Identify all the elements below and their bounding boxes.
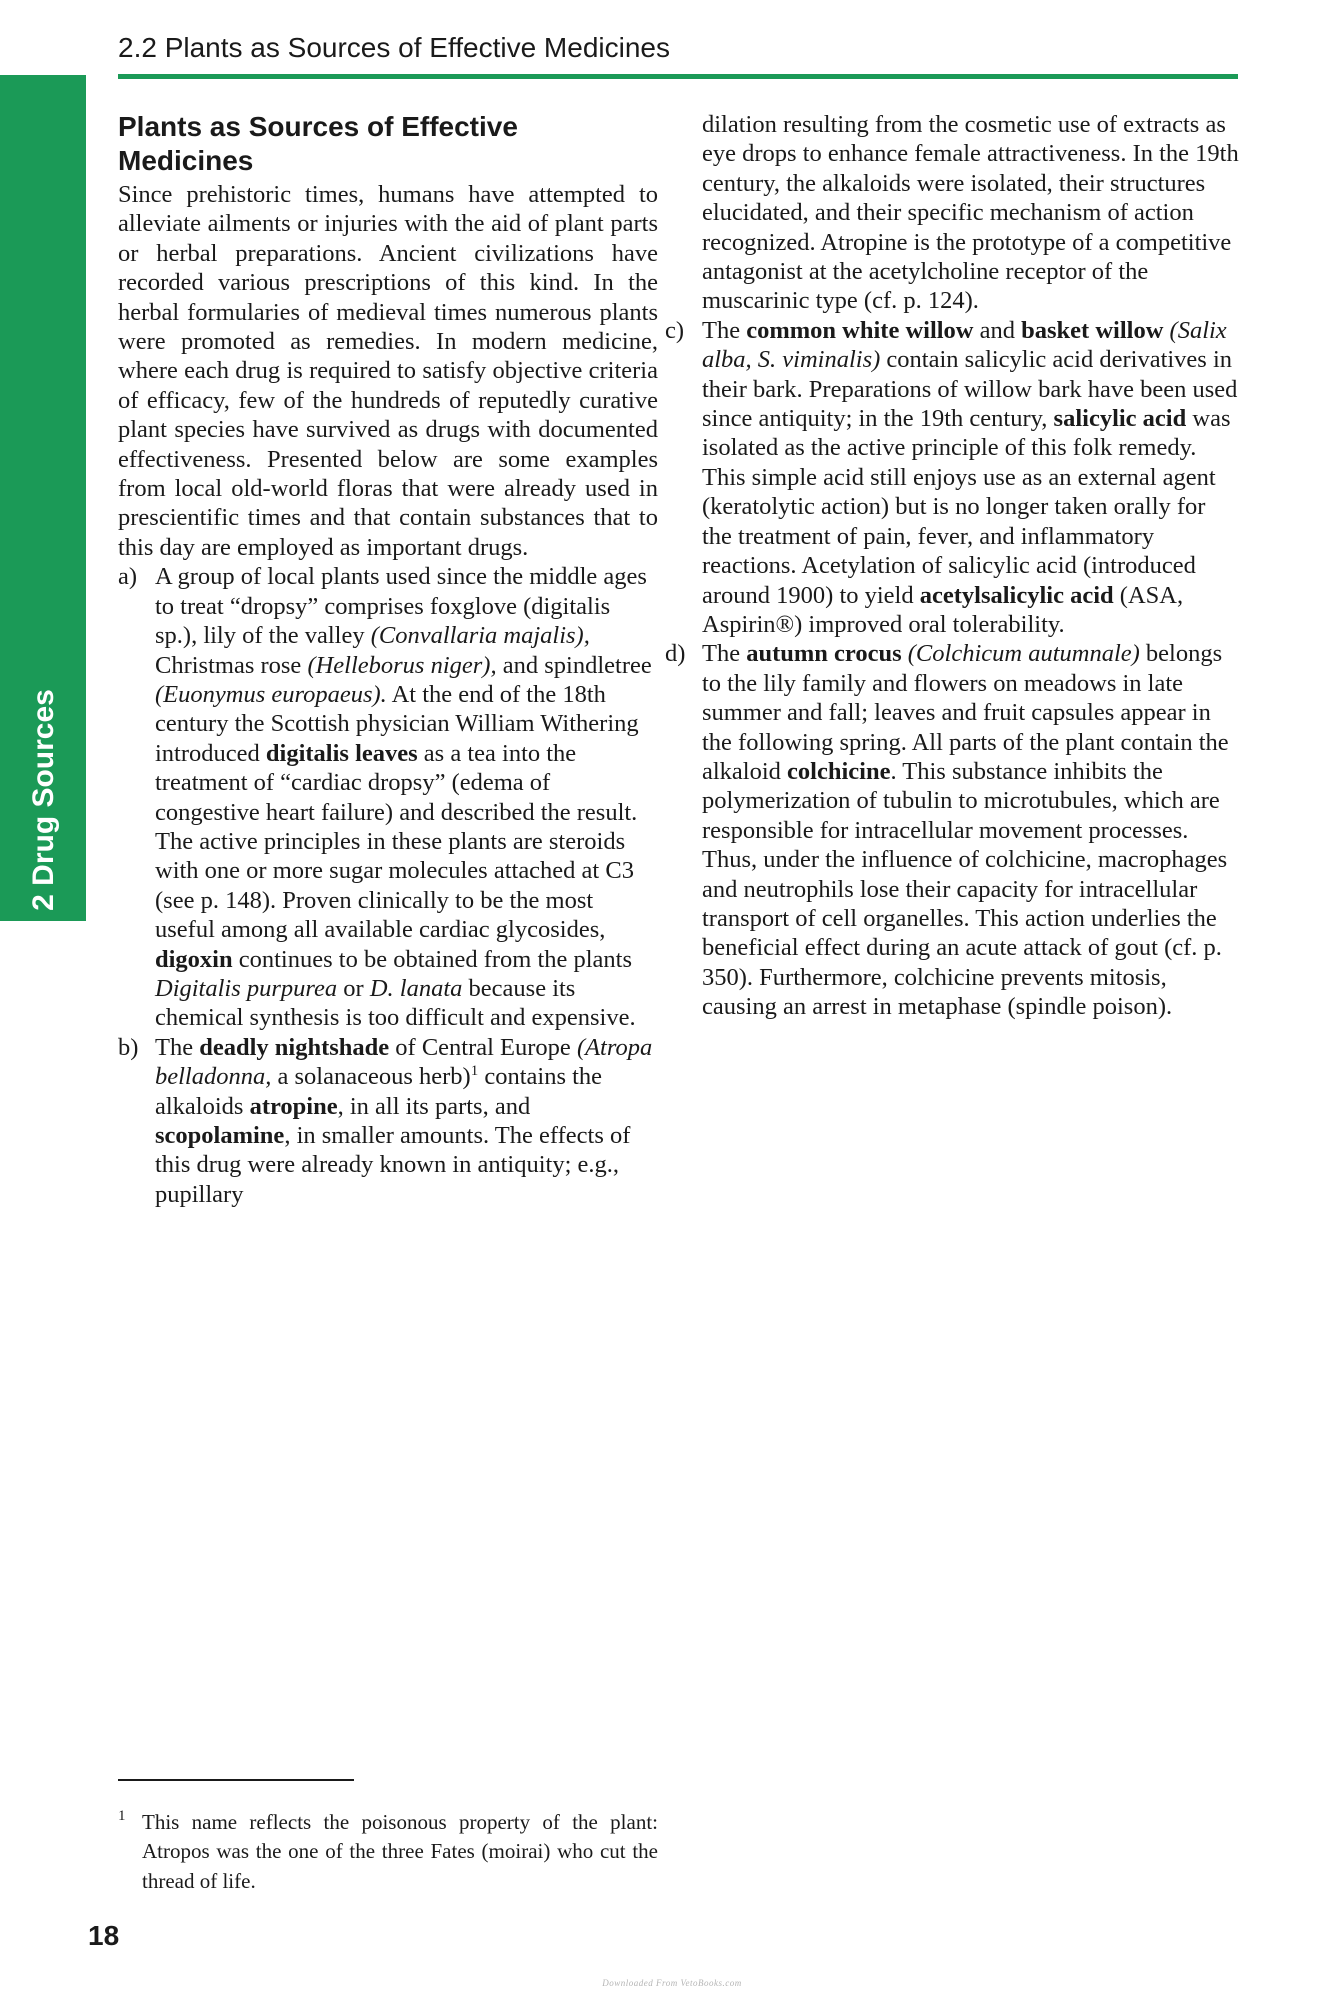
list-marker: b) xyxy=(118,1033,139,1061)
list-item-text: The autumn crocus (Colchicum autumnale) belongs to the lily family and flowers on meadows in late summer and fall; leaves and fruit capsules appear in the following spring. All parts of the plant contain the alkaloid colchicine. This substance inhibits the polymerization of tubulin to microtubules, which are responsible for intracellular movement processes. Thus, under the influence of colchicine, macrophages and neutrophils lose their capacity for intracellular transport of cell organelles. This action underlies the beneficial effect during an acute attack of gout (cf. p. 350). Furthermore, colchicine prevents mitosis, causing an arrest in metaphase (spindle poison). xyxy=(702,640,1229,1021)
footnote-reference: 1 xyxy=(470,1063,479,1080)
footnote xyxy=(118,1808,658,1896)
list-marker: d) xyxy=(665,640,686,668)
page-number: 18 xyxy=(88,1920,120,1951)
list-item-b-continued xyxy=(697,110,1240,316)
chapter-tab-label: 2 Drug Sources xyxy=(27,689,61,911)
intro-paragraph: Since prehistoric times, humans have attempted to alleviate ailments or injuries with the aid of plant parts or herbal preparations. Ancient civilizations have recorded various prescriptions of this kind. In the herbal formularies of medieval times numerous plants were promoted as remedies. In modern medicine, where each drug is required to satisfy objective criteria of efficacy, few of the hundreds of reputedly curative plant species have survived as drugs with documented effectiveness. Presented below are some examples from local old-world floras that were already used in prescientific times and that contain substances that to this day are employed as important drugs. xyxy=(118,181,658,561)
left-column xyxy=(118,110,658,1209)
list-marker-spacer xyxy=(665,110,702,316)
footnote-text: This name reflects the poisonous property of the plant: Atropos was the one of the three Fates (moirai) who cut the thread of life. xyxy=(142,1810,658,1893)
list-item-b xyxy=(118,1033,658,1209)
list-item-text: The deadly nightshade of Central Europe (Atropa belladonna, a solanaceous herb)$^1$ contains the alkaloids atropine, in all its parts, and scopolamine, in smaller amounts. The effects of this drug were already known in antiquity; e.g., pupillary xyxy=(155,1033,653,1208)
list-item-c xyxy=(665,316,1240,639)
right-column xyxy=(665,110,1240,1022)
list-item-a xyxy=(118,562,658,1033)
list-item-d xyxy=(665,639,1240,1021)
header-rule xyxy=(118,74,1238,79)
list-item-text: dilation resulting from the cosmetic use of extracts as eye drops to enhance female attractiveness. In the 19th century, the alkaloids were isolated, their structures elucidated, and their specific mechanism of action recognized. Atropine is the prototype of a competitive antagonist at the acetylcholine receptor of the muscarinic type (cf. p. 124). xyxy=(702,111,1239,315)
section-heading: Plants as Sources of Effective Medicines xyxy=(118,111,518,176)
list-marker: c) xyxy=(665,316,685,344)
download-credit: Downloaded From VetoBooks.com xyxy=(602,1978,742,1988)
list-item-text: A group of local plants used since the middle ages to treat “dropsy” comprises foxglove (digitalis sp.), lily of the valley (Convallaria majalis), Christmas rose (Helleborus niger), and spindletree (Euonymus europaeus). At the end of the 18th century the Scottish physician William Withering introduced digitalis leaves as a tea into the treatment of “cardiac dropsy” (edema of congestive heart failure) and described the result. The active principles in these plants are steroids with one or more sugar molecules attached at C3 (see p. 148). Proven clinically to be the most useful among all available cardiac glycosides, digoxin continues to be obtained from the plants Digitalis purpurea or D. lanata because its chemical synthesis is too difficult and expensive. xyxy=(155,563,652,1032)
list-item-text: The common white willow and basket willow (Salix alba, S. viminalis) contain salicylic acid derivatives in their bark. Preparations of willow bark have been used since antiquity; in the 19th century, salicylic acid was isolated as the active principle of this folk remedy. This simple acid still enjoys use as an external agent (keratolytic action) but is no longer taken orally for the treatment of pain, fever, and inflammatory reactions. Acetylation of salicylic acid (introduced around 1900) to yield acetylsalicylic acid (ASA, Aspirin®) improved oral tolerability. xyxy=(702,316,1238,638)
list-marker: a) xyxy=(118,563,138,591)
footnote-marker: 1 xyxy=(118,1808,126,1824)
running-header: 2.2 Plants as Sources of Effective Medicines xyxy=(118,32,670,63)
footnote-rule xyxy=(118,1779,354,1781)
chapter-tab-label-box xyxy=(4,690,84,910)
